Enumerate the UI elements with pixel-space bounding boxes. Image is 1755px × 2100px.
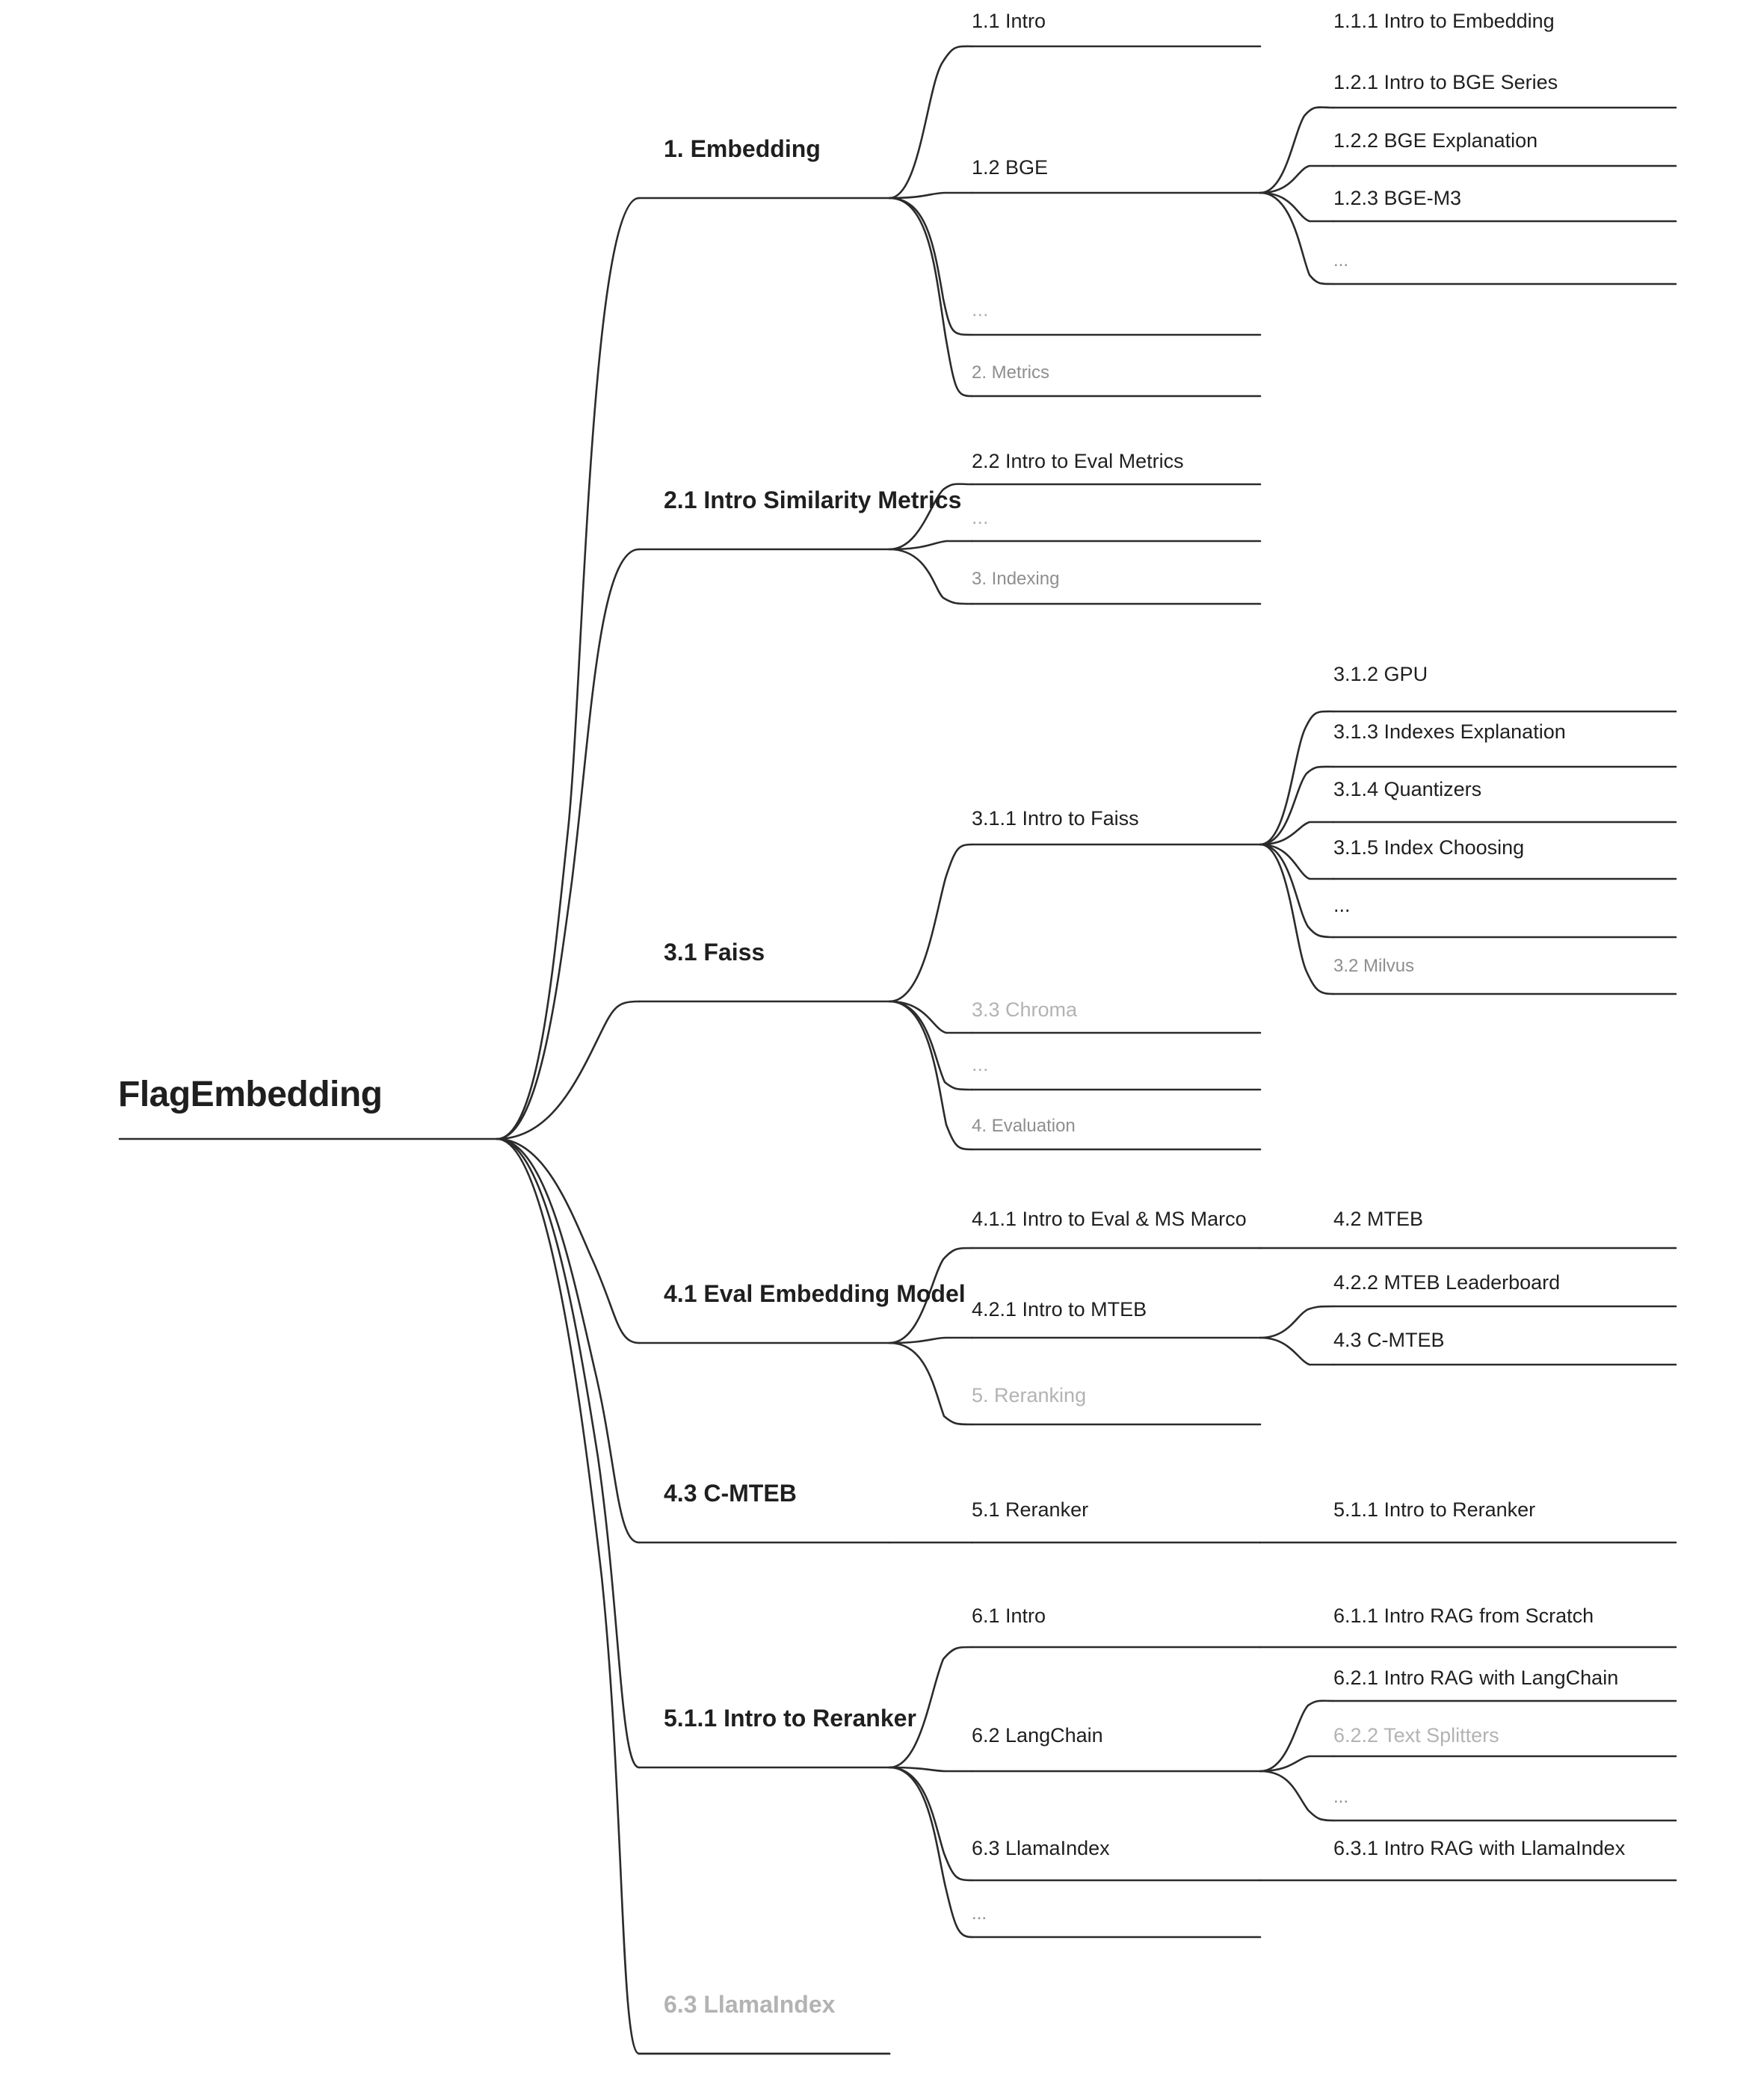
link-3-2 xyxy=(889,1001,972,1033)
node-1-3-sentence-transformer[interactable]: ... xyxy=(972,298,989,321)
link-root-6 xyxy=(497,1139,639,1767)
node-5-1-1-intro-to-reranker[interactable]: 5.1.1 Intro to Reranker xyxy=(1333,1498,1536,1521)
node-5-reranking[interactable]: 4.3 C-MTEB xyxy=(664,1480,797,1507)
link-1-4 xyxy=(889,198,972,396)
node-3-1-1-intro-to-faiss[interactable]: 3.1.2 GPU xyxy=(1333,663,1428,685)
node-6-3-llamaindex[interactable]: 6.3 LlamaIndex xyxy=(972,1837,1110,1859)
link-3-3 xyxy=(889,1001,972,1090)
link-root-7 xyxy=(497,1139,639,2054)
node-2-more[interactable]: 3. Indexing xyxy=(972,569,1060,589)
link-1-1 xyxy=(889,46,972,198)
link-root-4 xyxy=(497,1139,639,1343)
node-6-2-langchain[interactable]: 6.2 LangChain xyxy=(972,1724,1103,1747)
node-3-2-milvus[interactable]: 3.3 Chroma xyxy=(972,998,1078,1021)
node-3-more[interactable]: 4. Evaluation xyxy=(972,1116,1076,1136)
node-6-2-2-text-splitters[interactable]: 6.2.2 Text Splitters xyxy=(1333,1724,1499,1747)
node-1-2-2-bge-explanation[interactable]: 1.2.2 BGE Explanation xyxy=(1333,129,1538,152)
node-7-fine-tuning[interactable]: 6.3 LlamaIndex xyxy=(664,1991,836,2018)
node-5-1-reranker[interactable]: 5.1 Reranker xyxy=(972,1498,1089,1521)
node-2-2-intro-to-eval-metrics[interactable]: ... xyxy=(972,506,989,528)
node-4-2-1-intro-to-mteb[interactable]: 4.2.2 MTEB Leaderboard xyxy=(1333,1271,1561,1294)
node-1-more[interactable]: 2. Metrics xyxy=(972,362,1050,383)
node-1-2-3-bge-m3[interactable]: 1.2.3 BGE-M3 xyxy=(1333,187,1462,209)
node-6-3-1-intro-rag-with-llamaindex[interactable]: 6.3.1 Intro RAG with LlamaIndex xyxy=(1333,1837,1626,1859)
link-2-2 xyxy=(889,541,972,549)
link-1-2 xyxy=(889,193,972,198)
link-3-1 xyxy=(889,844,972,1001)
link-3-1-5 xyxy=(1260,844,1333,937)
node-6-more[interactable]: ... xyxy=(972,1903,987,1924)
node-3-1-2-gpu[interactable]: 3.1.3 Indexes Explanation xyxy=(1333,720,1566,743)
node-6-2-more[interactable]: ... xyxy=(1333,1787,1349,1807)
link-1-3 xyxy=(889,198,972,335)
link-1-2-1 xyxy=(1260,108,1333,193)
node-1-1-1-intro-to-embedding[interactable]: 1.1.1 Intro to Embedding xyxy=(1333,10,1555,32)
node-4-2-2-mteb-leaderboard[interactable]: 4.3 C-MTEB xyxy=(1333,1329,1445,1351)
link-4-3 xyxy=(889,1343,972,1424)
mindmap-root-node[interactable]: FlagEmbedding xyxy=(118,1075,383,1115)
link-4-2-2 xyxy=(1260,1338,1333,1365)
node-1-2-1-intro-to-bge-series[interactable]: 1.2.1 Intro to BGE Series xyxy=(1333,71,1558,93)
node-1-2-bge[interactable]: 1.2 BGE xyxy=(972,156,1049,179)
link-1-2-3 xyxy=(1260,193,1333,221)
link-root-3 xyxy=(497,1001,639,1139)
node-4-1-eval-embedding-model[interactable]: 4.1.1 Intro to Eval & MS Marco xyxy=(972,1208,1247,1230)
node-6-2-1-intro-rag-with-langchain[interactable]: 6.2.1 Intro RAG with LangChain xyxy=(1333,1667,1619,1689)
node-3-1-5-index-choosing[interactable]: ... xyxy=(1333,894,1351,916)
node-3-indexing[interactable]: 3.1 Faiss xyxy=(664,939,765,966)
link-3-1-1 xyxy=(1260,711,1333,844)
link-root-2 xyxy=(497,549,639,1139)
node-6-1-intro[interactable]: 6.1 Intro xyxy=(972,1605,1046,1627)
link-6-3 xyxy=(889,1767,972,1880)
node-4-3-c-mteb[interactable]: 5. Reranking xyxy=(972,1384,1087,1406)
node-4-1-1-intro-to-eval-ms-marco[interactable]: 4.2 MTEB xyxy=(1333,1208,1424,1230)
node-4-evaluation[interactable]: 4.1 Eval Embedding Model xyxy=(664,1280,966,1307)
node-1-2-more[interactable]: ... xyxy=(1333,250,1349,271)
node-6-1-1-intro-rag-from-scratch[interactable]: 6.1.1 Intro RAG from Scratch xyxy=(1333,1605,1594,1627)
link-3-4 xyxy=(889,1001,972,1149)
node-1-1-intro[interactable]: 1.1 Intro xyxy=(972,10,1046,32)
node-2-1-intro-similarity-metrics[interactable]: 2.2 Intro to Eval Metrics xyxy=(972,450,1184,472)
link-root-1 xyxy=(497,198,639,1139)
link-1-2-4 xyxy=(1260,193,1333,284)
link-6-2-3 xyxy=(1260,1771,1333,1820)
link-2-3 xyxy=(889,549,972,604)
node-2-metrics[interactable]: 2.1 Intro Similarity Metrics xyxy=(664,487,962,513)
node-3-1-4-quantizers[interactable]: 3.1.5 Index Choosing xyxy=(1333,836,1525,859)
link-root-5 xyxy=(497,1139,639,1542)
node-3-1-3-indexes-explanation[interactable]: 3.1.4 Quantizers xyxy=(1333,778,1482,800)
node-3-3-chroma[interactable]: ... xyxy=(972,1053,989,1075)
node-4-2-mteb[interactable]: 4.2.1 Intro to MTEB xyxy=(972,1298,1147,1321)
node-6-rag[interactable]: 5.1.1 Intro to Reranker xyxy=(664,1705,916,1732)
link-4-2-1 xyxy=(1260,1306,1333,1338)
node-3-1-faiss[interactable]: 3.1.1 Intro to Faiss xyxy=(972,807,1139,830)
link-3-1-2 xyxy=(1260,767,1333,844)
link-6-4 xyxy=(889,1767,972,1937)
node-1-embedding[interactable]: 1. Embedding xyxy=(664,135,821,162)
node-3-1-more[interactable]: 3.2 Milvus xyxy=(1333,956,1415,976)
